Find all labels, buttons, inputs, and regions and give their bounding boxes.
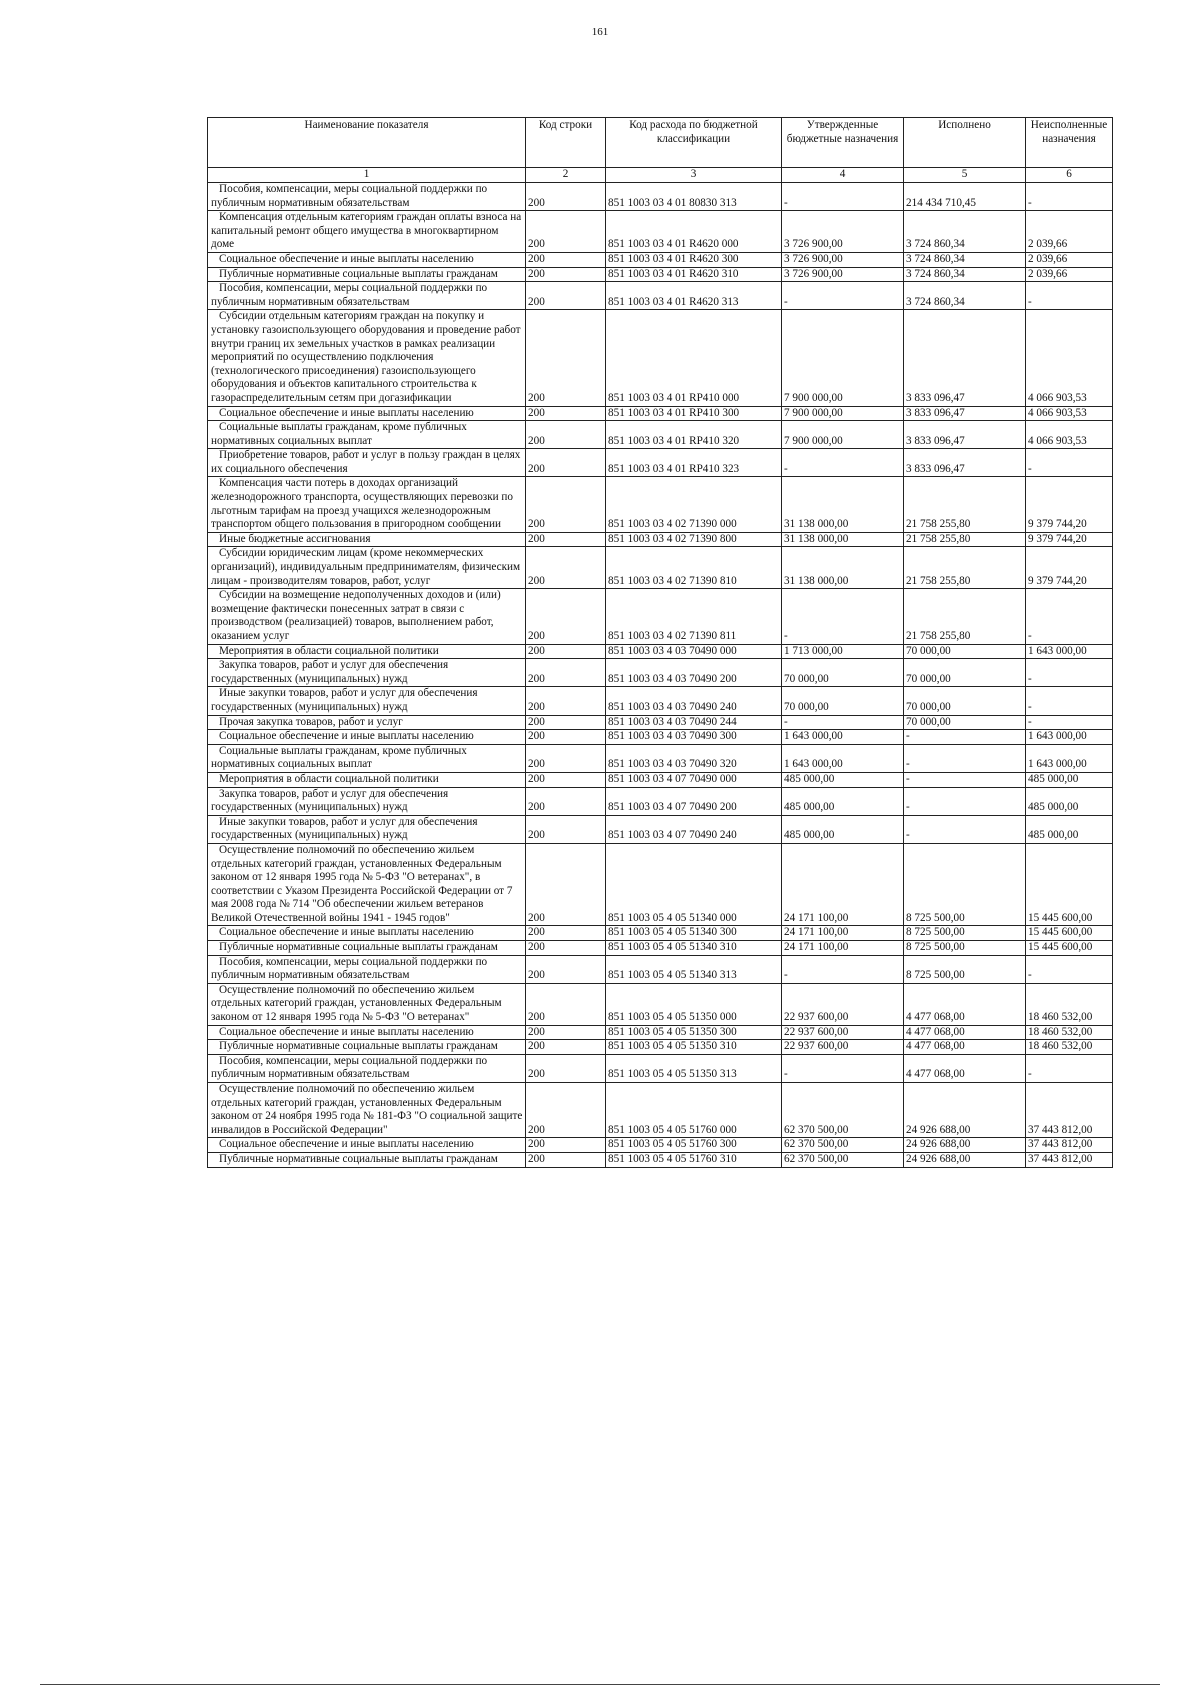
line-code-cell: 200 xyxy=(526,955,606,983)
table-row xyxy=(208,310,1113,406)
expense-code-cell: 851 1003 03 4 01 80830 313 xyxy=(606,183,782,211)
table-row xyxy=(208,183,1113,211)
table-row xyxy=(208,589,1113,644)
unexecuted-amount-cell: 2 039,66 xyxy=(1026,211,1113,253)
indicator-name-cell: Публичные нормативные социальные выплаты гражданам xyxy=(208,267,526,282)
approved-amount-cell: 31 138 000,00 xyxy=(782,477,904,532)
indicator-name-cell: Мероприятия в области социальной политики xyxy=(208,644,526,659)
column-number: 1 xyxy=(208,168,526,183)
expense-code-cell: 851 1003 03 4 02 71390 811 xyxy=(606,589,782,644)
expense-code-cell: 851 1003 05 4 05 51340 310 xyxy=(606,941,782,956)
approved-amount-cell: 31 138 000,00 xyxy=(782,547,904,589)
approved-amount-cell: 485 000,00 xyxy=(782,772,904,787)
column-number: 4 xyxy=(782,168,904,183)
line-code-cell: 200 xyxy=(526,1083,606,1138)
unexecuted-amount-cell: 18 460 532,00 xyxy=(1026,1025,1113,1040)
indicator-name-cell: Приобретение товаров, работ и услуг в пользу граждан в целях их социального обеспечения xyxy=(208,449,526,477)
indicator-name-cell: Социальное обеспечение и иные выплаты населению xyxy=(208,1138,526,1153)
indicator-name-cell: Осуществление полномочий по обеспечению жильем отдельных категорий граждан, установленных Федеральным законом от 24 ноября 1995 года № 181-ФЗ "О социальной защите инвалидов в Российской Федерации" xyxy=(208,1083,526,1138)
indicator-name-cell: Социальное обеспечение и иные выплаты населению xyxy=(208,730,526,745)
approved-amount-cell: 1 713 000,00 xyxy=(782,644,904,659)
approved-amount-cell: 24 171 100,00 xyxy=(782,843,904,926)
line-code-cell: 200 xyxy=(526,644,606,659)
executed-amount-cell: 4 477 068,00 xyxy=(904,983,1026,1025)
expense-code-cell: 851 1003 03 4 03 70490 240 xyxy=(606,687,782,715)
unexecuted-amount-cell: 485 000,00 xyxy=(1026,815,1113,843)
line-code-cell: 200 xyxy=(526,730,606,745)
unexecuted-amount-cell: 18 460 532,00 xyxy=(1026,983,1113,1025)
unexecuted-amount-cell: 15 445 600,00 xyxy=(1026,926,1113,941)
executed-amount-cell: 3 833 096,47 xyxy=(904,421,1026,449)
executed-amount-cell: 3 724 860,34 xyxy=(904,267,1026,282)
line-code-cell: 200 xyxy=(526,477,606,532)
unexecuted-amount-cell: - xyxy=(1026,715,1113,730)
executed-amount-cell: 70 000,00 xyxy=(904,715,1026,730)
indicator-name-cell: Иные бюджетные ассигнования xyxy=(208,532,526,547)
approved-amount-cell: 3 726 900,00 xyxy=(782,267,904,282)
line-code-cell: 200 xyxy=(526,267,606,282)
indicator-name-cell: Компенсация части потерь в доходах организаций железнодорожного транспорта, осуществляющих перевозки по льготным тарифам на проезд учащихся железнодорожным транспортом общего пользования в пригородном сообщении xyxy=(208,477,526,532)
indicator-name-cell: Пособия, компенсации, меры социальной поддержки по публичным нормативным обязательствам xyxy=(208,955,526,983)
unexecuted-amount-cell: 1 643 000,00 xyxy=(1026,644,1113,659)
line-code-cell: 200 xyxy=(526,1138,606,1153)
table-row xyxy=(208,1138,1113,1153)
expense-code-cell: 851 1003 05 4 05 51340 313 xyxy=(606,955,782,983)
indicator-name-cell: Закупка товаров, работ и услуг для обеспечения государственных (муниципальных) нужд xyxy=(208,659,526,687)
approved-amount-cell: 7 900 000,00 xyxy=(782,421,904,449)
table-row xyxy=(208,267,1113,282)
approved-amount-cell: - xyxy=(782,282,904,310)
executed-amount-cell: 3 724 860,34 xyxy=(904,252,1026,267)
table-row xyxy=(208,659,1113,687)
unexecuted-amount-cell: - xyxy=(1026,282,1113,310)
indicator-name-cell: Иные закупки товаров, работ и услуг для обеспечения государственных (муниципальных) нужд xyxy=(208,815,526,843)
approved-amount-cell: - xyxy=(782,1054,904,1082)
approved-amount-cell: 1 643 000,00 xyxy=(782,730,904,745)
approved-amount-cell: 1 643 000,00 xyxy=(782,744,904,772)
line-code-cell: 200 xyxy=(526,589,606,644)
expense-code-cell: 851 1003 03 4 03 70490 200 xyxy=(606,659,782,687)
approved-amount-cell: - xyxy=(782,449,904,477)
executed-amount-cell: 21 758 255,80 xyxy=(904,477,1026,532)
line-code-cell: 200 xyxy=(526,815,606,843)
expense-code-cell: 851 1003 03 4 02 71390 810 xyxy=(606,547,782,589)
unexecuted-amount-cell: - xyxy=(1026,589,1113,644)
executed-amount-cell: 24 926 688,00 xyxy=(904,1083,1026,1138)
executed-amount-cell: 4 477 068,00 xyxy=(904,1054,1026,1082)
executed-amount-cell: 70 000,00 xyxy=(904,687,1026,715)
table-row xyxy=(208,955,1113,983)
executed-amount-cell: - xyxy=(904,772,1026,787)
line-code-cell: 200 xyxy=(526,421,606,449)
expense-code-cell: 851 1003 03 4 01 RP410 300 xyxy=(606,406,782,421)
expense-code-cell: 851 1003 05 4 05 51760 300 xyxy=(606,1138,782,1153)
line-code-cell: 200 xyxy=(526,310,606,406)
line-code-cell: 200 xyxy=(526,787,606,815)
executed-amount-cell: - xyxy=(904,815,1026,843)
approved-amount-cell: 22 937 600,00 xyxy=(782,983,904,1025)
unexecuted-amount-cell: 9 379 744,20 xyxy=(1026,477,1113,532)
indicator-name-cell: Пособия, компенсации, меры социальной поддержки по публичным нормативным обязательствам xyxy=(208,1054,526,1082)
line-code-cell: 200 xyxy=(526,659,606,687)
line-code-cell: 200 xyxy=(526,941,606,956)
unexecuted-amount-cell: - xyxy=(1026,449,1113,477)
approved-amount-cell: 7 900 000,00 xyxy=(782,406,904,421)
line-code-cell: 200 xyxy=(526,183,606,211)
executed-amount-cell: - xyxy=(904,744,1026,772)
line-code-cell: 200 xyxy=(526,449,606,477)
expense-code-cell: 851 1003 03 4 03 70490 000 xyxy=(606,644,782,659)
line-code-cell: 200 xyxy=(526,282,606,310)
expense-code-cell: 851 1003 05 4 05 51340 300 xyxy=(606,926,782,941)
expense-code-cell: 851 1003 05 4 05 51340 000 xyxy=(606,843,782,926)
indicator-name-cell: Осуществление полномочий по обеспечению жильем отдельных категорий граждан, установленных Федеральным законом от 12 января 1995 года № 5-ФЗ "О ветеранах" xyxy=(208,983,526,1025)
column-number: 3 xyxy=(606,168,782,183)
header-line-code: Код строки xyxy=(526,118,606,168)
executed-amount-cell: 70 000,00 xyxy=(904,644,1026,659)
line-code-cell: 200 xyxy=(526,744,606,772)
table-row xyxy=(208,1025,1113,1040)
expense-code-cell: 851 1003 05 4 05 51760 310 xyxy=(606,1152,782,1167)
executed-amount-cell: 8 725 500,00 xyxy=(904,941,1026,956)
indicator-name-cell: Закупка товаров, работ и услуг для обеспечения государственных (муниципальных) нужд xyxy=(208,787,526,815)
executed-amount-cell: 3 724 860,34 xyxy=(904,211,1026,253)
indicator-name-cell: Компенсация отдельным категориям граждан оплаты взноса на капитальный ремонт общего имущества в многоквартирном доме xyxy=(208,211,526,253)
expense-code-cell: 851 1003 05 4 05 51350 310 xyxy=(606,1040,782,1055)
line-code-cell: 200 xyxy=(526,843,606,926)
table-header-row xyxy=(208,118,1113,168)
indicator-name-cell: Пособия, компенсации, меры социальной поддержки по публичным нормативным обязательствам xyxy=(208,183,526,211)
expense-code-cell: 851 1003 03 4 02 71390 000 xyxy=(606,477,782,532)
executed-amount-cell: 4 477 068,00 xyxy=(904,1025,1026,1040)
unexecuted-amount-cell: 9 379 744,20 xyxy=(1026,532,1113,547)
executed-amount-cell: 21 758 255,80 xyxy=(904,532,1026,547)
expense-code-cell: 851 1003 03 4 03 70490 244 xyxy=(606,715,782,730)
header-executed: Исполнено xyxy=(904,118,1026,168)
expense-code-cell: 851 1003 03 4 07 70490 200 xyxy=(606,787,782,815)
table-row xyxy=(208,772,1113,787)
table-row xyxy=(208,449,1113,477)
unexecuted-amount-cell: 15 445 600,00 xyxy=(1026,941,1113,956)
table-row xyxy=(208,252,1113,267)
table-row xyxy=(208,1083,1113,1138)
table-row xyxy=(208,787,1113,815)
unexecuted-amount-cell: 485 000,00 xyxy=(1026,787,1113,815)
table-row xyxy=(208,211,1113,253)
line-code-cell: 200 xyxy=(526,532,606,547)
expense-code-cell: 851 1003 05 4 05 51760 000 xyxy=(606,1083,782,1138)
table-row xyxy=(208,941,1113,956)
column-number: 2 xyxy=(526,168,606,183)
column-number: 6 xyxy=(1026,168,1113,183)
bottom-divider xyxy=(40,1684,1160,1685)
indicator-name-cell: Социальные выплаты гражданам, кроме публичных нормативных социальных выплат xyxy=(208,744,526,772)
executed-amount-cell: 24 926 688,00 xyxy=(904,1152,1026,1167)
unexecuted-amount-cell: 37 443 812,00 xyxy=(1026,1152,1113,1167)
executed-amount-cell: 3 724 860,34 xyxy=(904,282,1026,310)
column-number: 5 xyxy=(904,168,1026,183)
indicator-name-cell: Прочая закупка товаров, работ и услуг xyxy=(208,715,526,730)
indicator-name-cell: Пособия, компенсации, меры социальной поддержки по публичным нормативным обязательствам xyxy=(208,282,526,310)
expense-code-cell: 851 1003 05 4 05 51350 300 xyxy=(606,1025,782,1040)
header-expense-code: Код расхода по бюджетной классификации xyxy=(606,118,782,168)
executed-amount-cell: 214 434 710,45 xyxy=(904,183,1026,211)
executed-amount-cell: - xyxy=(904,787,1026,815)
line-code-cell: 200 xyxy=(526,926,606,941)
approved-amount-cell: 70 000,00 xyxy=(782,687,904,715)
table-row xyxy=(208,687,1113,715)
executed-amount-cell: 8 725 500,00 xyxy=(904,843,1026,926)
expense-code-cell: 851 1003 03 4 01 R4620 310 xyxy=(606,267,782,282)
expense-code-cell: 851 1003 03 4 01 RP410 320 xyxy=(606,421,782,449)
indicator-name-cell: Субсидии юридическим лицам (кроме некоммерческих организаций), индивидуальным предпринимателям, физическим лицам - производителям товаров, работ, услуг xyxy=(208,547,526,589)
approved-amount-cell: 485 000,00 xyxy=(782,787,904,815)
expense-code-cell: 851 1003 03 4 01 RP410 323 xyxy=(606,449,782,477)
indicator-name-cell: Социальное обеспечение и иные выплаты населению xyxy=(208,406,526,421)
executed-amount-cell: 8 725 500,00 xyxy=(904,926,1026,941)
line-code-cell: 200 xyxy=(526,983,606,1025)
line-code-cell: 200 xyxy=(526,1025,606,1040)
table-row xyxy=(208,477,1113,532)
approved-amount-cell: 62 370 500,00 xyxy=(782,1138,904,1153)
column-number-row xyxy=(208,168,1113,183)
page-number: 161 xyxy=(591,26,609,38)
table-row xyxy=(208,1054,1113,1082)
executed-amount-cell: 70 000,00 xyxy=(904,659,1026,687)
table-row xyxy=(208,644,1113,659)
approved-amount-cell: 22 937 600,00 xyxy=(782,1040,904,1055)
unexecuted-amount-cell: 37 443 812,00 xyxy=(1026,1138,1113,1153)
table-body xyxy=(208,183,1113,1168)
executed-amount-cell: 3 833 096,47 xyxy=(904,406,1026,421)
expense-code-cell: 851 1003 05 4 05 51350 313 xyxy=(606,1054,782,1082)
approved-amount-cell: 70 000,00 xyxy=(782,659,904,687)
executed-amount-cell: 24 926 688,00 xyxy=(904,1138,1026,1153)
header-approved: Утвержденные бюджетные назначения xyxy=(782,118,904,168)
unexecuted-amount-cell: 15 445 600,00 xyxy=(1026,843,1113,926)
unexecuted-amount-cell: - xyxy=(1026,183,1113,211)
unexecuted-amount-cell: 4 066 903,53 xyxy=(1026,406,1113,421)
unexecuted-amount-cell: 1 643 000,00 xyxy=(1026,730,1113,745)
expense-code-cell: 851 1003 03 4 01 R4620 313 xyxy=(606,282,782,310)
executed-amount-cell: 8 725 500,00 xyxy=(904,955,1026,983)
expense-code-cell: 851 1003 03 4 03 70490 320 xyxy=(606,744,782,772)
unexecuted-amount-cell: 2 039,66 xyxy=(1026,252,1113,267)
expense-code-cell: 851 1003 03 4 01 RP410 000 xyxy=(606,310,782,406)
approved-amount-cell: 22 937 600,00 xyxy=(782,1025,904,1040)
approved-amount-cell: 24 171 100,00 xyxy=(782,941,904,956)
executed-amount-cell: 3 833 096,47 xyxy=(904,310,1026,406)
approved-amount-cell: 62 370 500,00 xyxy=(782,1152,904,1167)
table-row xyxy=(208,744,1113,772)
indicator-name-cell: Субсидии на возмещение недополученных доходов и (или) возмещение фактически понесенных затрат в связи с производством (реализацией) товаров, выполнением работ, оказанием услуг xyxy=(208,589,526,644)
expense-code-cell: 851 1003 03 4 01 R4620 000 xyxy=(606,211,782,253)
table-row xyxy=(208,730,1113,745)
expense-code-cell: 851 1003 03 4 07 70490 240 xyxy=(606,815,782,843)
indicator-name-cell: Иные закупки товаров, работ и услуг для обеспечения государственных (муниципальных) нужд xyxy=(208,687,526,715)
approved-amount-cell: 3 726 900,00 xyxy=(782,211,904,253)
line-code-cell: 200 xyxy=(526,406,606,421)
approved-amount-cell: - xyxy=(782,955,904,983)
expense-code-cell: 851 1003 03 4 02 71390 800 xyxy=(606,532,782,547)
line-code-cell: 200 xyxy=(526,252,606,267)
line-code-cell: 200 xyxy=(526,772,606,787)
indicator-name-cell: Осуществление полномочий по обеспечению жильем отдельных категорий граждан, установленных Федеральным законом от 12 января 1995 года № 5-ФЗ "О ветеранах", в соответствии с Указом Президента Российской Федерации от 7 мая 2008 года № 714 "Об обеспечении жильем ветеранов Великой Отечественной войны 1941 - 1945 годов" xyxy=(208,843,526,926)
line-code-cell: 200 xyxy=(526,1040,606,1055)
approved-amount-cell: 31 138 000,00 xyxy=(782,532,904,547)
approved-amount-cell: - xyxy=(782,715,904,730)
expense-code-cell: 851 1003 03 4 07 70490 000 xyxy=(606,772,782,787)
table-row xyxy=(208,715,1113,730)
table-row xyxy=(208,815,1113,843)
table-row xyxy=(208,282,1113,310)
line-code-cell: 200 xyxy=(526,1054,606,1082)
table-row xyxy=(208,421,1113,449)
unexecuted-amount-cell: 18 460 532,00 xyxy=(1026,1040,1113,1055)
table-row xyxy=(208,926,1113,941)
approved-amount-cell: - xyxy=(782,589,904,644)
approved-amount-cell: 3 726 900,00 xyxy=(782,252,904,267)
unexecuted-amount-cell: - xyxy=(1026,659,1113,687)
approved-amount-cell: - xyxy=(782,183,904,211)
indicator-name-cell: Субсидии отдельным категориям граждан на покупку и установку газоиспользующего оборудования и проведение работ внутри границ их земельных участков в рамках реализации мероприятий по осуществлению подключения (технологического присоединения) газоиспользующего оборудования и объектов капитального строительства к газораспределительным сетям при догазификации xyxy=(208,310,526,406)
approved-amount-cell: 62 370 500,00 xyxy=(782,1083,904,1138)
table-row xyxy=(208,1040,1113,1055)
executed-amount-cell: 21 758 255,80 xyxy=(904,547,1026,589)
line-code-cell: 200 xyxy=(526,547,606,589)
line-code-cell: 200 xyxy=(526,687,606,715)
unexecuted-amount-cell: 4 066 903,53 xyxy=(1026,310,1113,406)
table-row xyxy=(208,1152,1113,1167)
approved-amount-cell: 7 900 000,00 xyxy=(782,310,904,406)
header-unexecuted: Неисполненные назначения xyxy=(1026,118,1113,168)
unexecuted-amount-cell: 2 039,66 xyxy=(1026,267,1113,282)
unexecuted-amount-cell: 485 000,00 xyxy=(1026,772,1113,787)
executed-amount-cell: 3 833 096,47 xyxy=(904,449,1026,477)
approved-amount-cell: 485 000,00 xyxy=(782,815,904,843)
indicator-name-cell: Публичные нормативные социальные выплаты гражданам xyxy=(208,1040,526,1055)
line-code-cell: 200 xyxy=(526,715,606,730)
indicator-name-cell: Публичные нормативные социальные выплаты гражданам xyxy=(208,1152,526,1167)
table-row xyxy=(208,843,1113,926)
table-row xyxy=(208,983,1113,1025)
table-row xyxy=(208,532,1113,547)
indicator-name-cell: Социальное обеспечение и иные выплаты населению xyxy=(208,252,526,267)
budget-execution-table xyxy=(207,117,1113,1168)
unexecuted-amount-cell: - xyxy=(1026,955,1113,983)
line-code-cell: 200 xyxy=(526,211,606,253)
indicator-name-cell: Мероприятия в области социальной политики xyxy=(208,772,526,787)
executed-amount-cell: 21 758 255,80 xyxy=(904,589,1026,644)
table-row xyxy=(208,547,1113,589)
line-code-cell: 200 xyxy=(526,1152,606,1167)
unexecuted-amount-cell: - xyxy=(1026,687,1113,715)
table-row xyxy=(208,406,1113,421)
expense-code-cell: 851 1003 03 4 03 70490 300 xyxy=(606,730,782,745)
indicator-name-cell: Публичные нормативные социальные выплаты гражданам xyxy=(208,941,526,956)
unexecuted-amount-cell: - xyxy=(1026,1054,1113,1082)
expense-code-cell: 851 1003 05 4 05 51350 000 xyxy=(606,983,782,1025)
approved-amount-cell: 24 171 100,00 xyxy=(782,926,904,941)
indicator-name-cell: Социальное обеспечение и иные выплаты населению xyxy=(208,1025,526,1040)
unexecuted-amount-cell: 37 443 812,00 xyxy=(1026,1083,1113,1138)
executed-amount-cell: - xyxy=(904,730,1026,745)
header-indicator-name: Наименование показателя xyxy=(208,118,526,168)
indicator-name-cell: Социальные выплаты гражданам, кроме публичных нормативных социальных выплат xyxy=(208,421,526,449)
expense-code-cell: 851 1003 03 4 01 R4620 300 xyxy=(606,252,782,267)
unexecuted-amount-cell: 4 066 903,53 xyxy=(1026,421,1113,449)
unexecuted-amount-cell: 9 379 744,20 xyxy=(1026,547,1113,589)
indicator-name-cell: Социальное обеспечение и иные выплаты населению xyxy=(208,926,526,941)
unexecuted-amount-cell: 1 643 000,00 xyxy=(1026,744,1113,772)
executed-amount-cell: 4 477 068,00 xyxy=(904,1040,1026,1055)
